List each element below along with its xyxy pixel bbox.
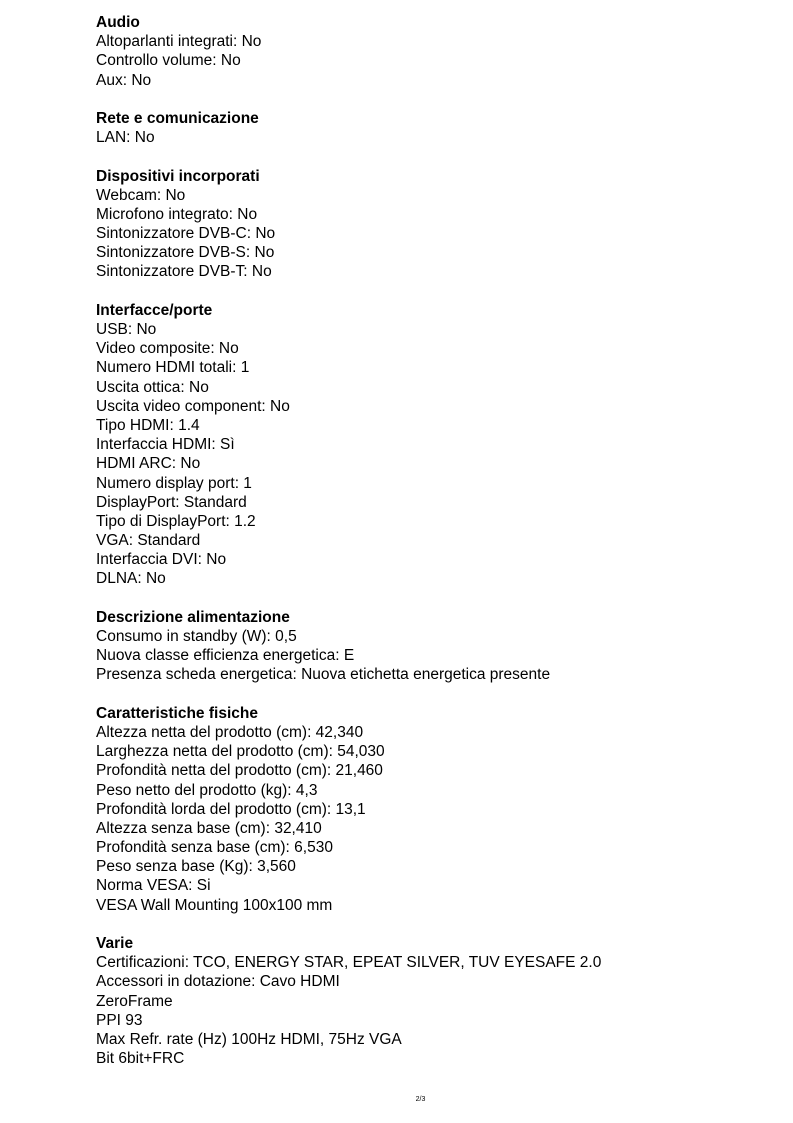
section-title: Dispositivi incorporati <box>96 167 260 185</box>
spec-line: Controllo volume: No <box>96 52 241 70</box>
spec-line: Peso senza base (Kg): 3,560 <box>96 858 296 876</box>
spec-line: Webcam: No <box>96 186 186 204</box>
section-title: Interfacce/porte <box>96 301 213 319</box>
section-title: Descrizione alimentazione <box>96 608 290 626</box>
spec-line: Larghezza netta del prodotto (cm): 54,030 <box>96 743 385 761</box>
spec-line: VGA: Standard <box>96 532 201 550</box>
section-title: Varie <box>96 935 134 952</box>
spec-line: Profondità lorda del prodotto (cm): 13,1 <box>96 800 366 818</box>
spec-line: DLNA: No <box>96 570 166 588</box>
section-network <box>96 109 756 147</box>
section-interfaces-ports <box>96 301 756 589</box>
spec-line: Numero HDMI totali: 1 <box>96 359 250 377</box>
spec-line: Nuova classe efficienza energetica: E <box>96 647 355 665</box>
spec-line: VESA Wall Mounting 100x100 mm <box>96 896 333 914</box>
spec-line: Certificazioni: TCO, ENERGY STAR, EPEAT SILVER, TUV EYESAFE 2.0 <box>96 954 602 972</box>
spec-line: Altezza netta del prodotto (cm): 42,340 <box>96 723 364 741</box>
spec-line: Profondità senza base (cm): 6,530 <box>96 839 333 857</box>
spec-line: Sintonizzatore DVB-S: No <box>96 244 275 262</box>
spec-line: Uscita ottica: No <box>96 378 209 396</box>
section-built-in-devices <box>96 167 756 282</box>
section-audio <box>96 13 756 90</box>
spec-line: Aux: No <box>96 71 152 89</box>
spec-line: Video composite: No <box>96 340 239 358</box>
spec-line: ZeroFrame <box>96 992 173 1010</box>
spec-line: LAN: No <box>96 129 155 147</box>
spec-line: Interfaccia HDMI: Sì <box>96 436 235 454</box>
spec-line: PPI 93 <box>96 1011 143 1029</box>
section-power <box>96 608 756 685</box>
spec-line: Max Refr. rate (Hz) 100Hz HDMI, 75Hz VGA <box>96 1030 402 1048</box>
spec-line: Norma VESA: Si <box>96 877 211 895</box>
spec-line: DisplayPort: Standard <box>96 493 247 511</box>
spec-line: USB: No <box>96 321 157 338</box>
section-title: Caratteristiche fisiche <box>96 704 258 722</box>
section-title: Rete e comunicazione <box>96 109 259 127</box>
spec-line: Bit 6bit+FRC <box>96 1050 185 1068</box>
page-number: 2/3 <box>415 1096 426 1103</box>
spec-line: Microfono integrato: No <box>96 205 258 223</box>
spec-line: Altoparlanti integrati: No <box>96 33 262 51</box>
spec-line: Sintonizzatore DVB-C: No <box>96 225 276 243</box>
spec-line: HDMI ARC: No <box>96 455 201 473</box>
spec-line: Uscita video component: No <box>96 397 290 415</box>
spec-line: Accessori in dotazione: Cavo HDMI <box>96 973 340 991</box>
spec-line: Numero display port: 1 <box>96 474 252 492</box>
spec-line: Interfaccia DVI: No <box>96 551 227 569</box>
spec-line: Peso netto del prodotto (kg): 4,3 <box>96 781 318 799</box>
section-title: Audio <box>96 14 140 31</box>
section-physical <box>96 704 756 915</box>
spec-line: Tipo HDMI: 1.4 <box>96 416 200 434</box>
spec-line: Profondità netta del prodotto (cm): 21,460 <box>96 762 383 780</box>
spec-line: Sintonizzatore DVB-T: No <box>96 263 272 281</box>
spec-document <box>96 13 756 1088</box>
spec-line: Consumo in standby (W): 0,5 <box>96 628 297 645</box>
section-misc <box>96 934 756 1068</box>
spec-line: Tipo di DisplayPort: 1.2 <box>96 512 256 530</box>
spec-line: Presenza scheda energetica: Nuova etichetta energetica presente <box>96 666 551 684</box>
spec-line: Altezza senza base (cm): 32,410 <box>96 819 322 837</box>
